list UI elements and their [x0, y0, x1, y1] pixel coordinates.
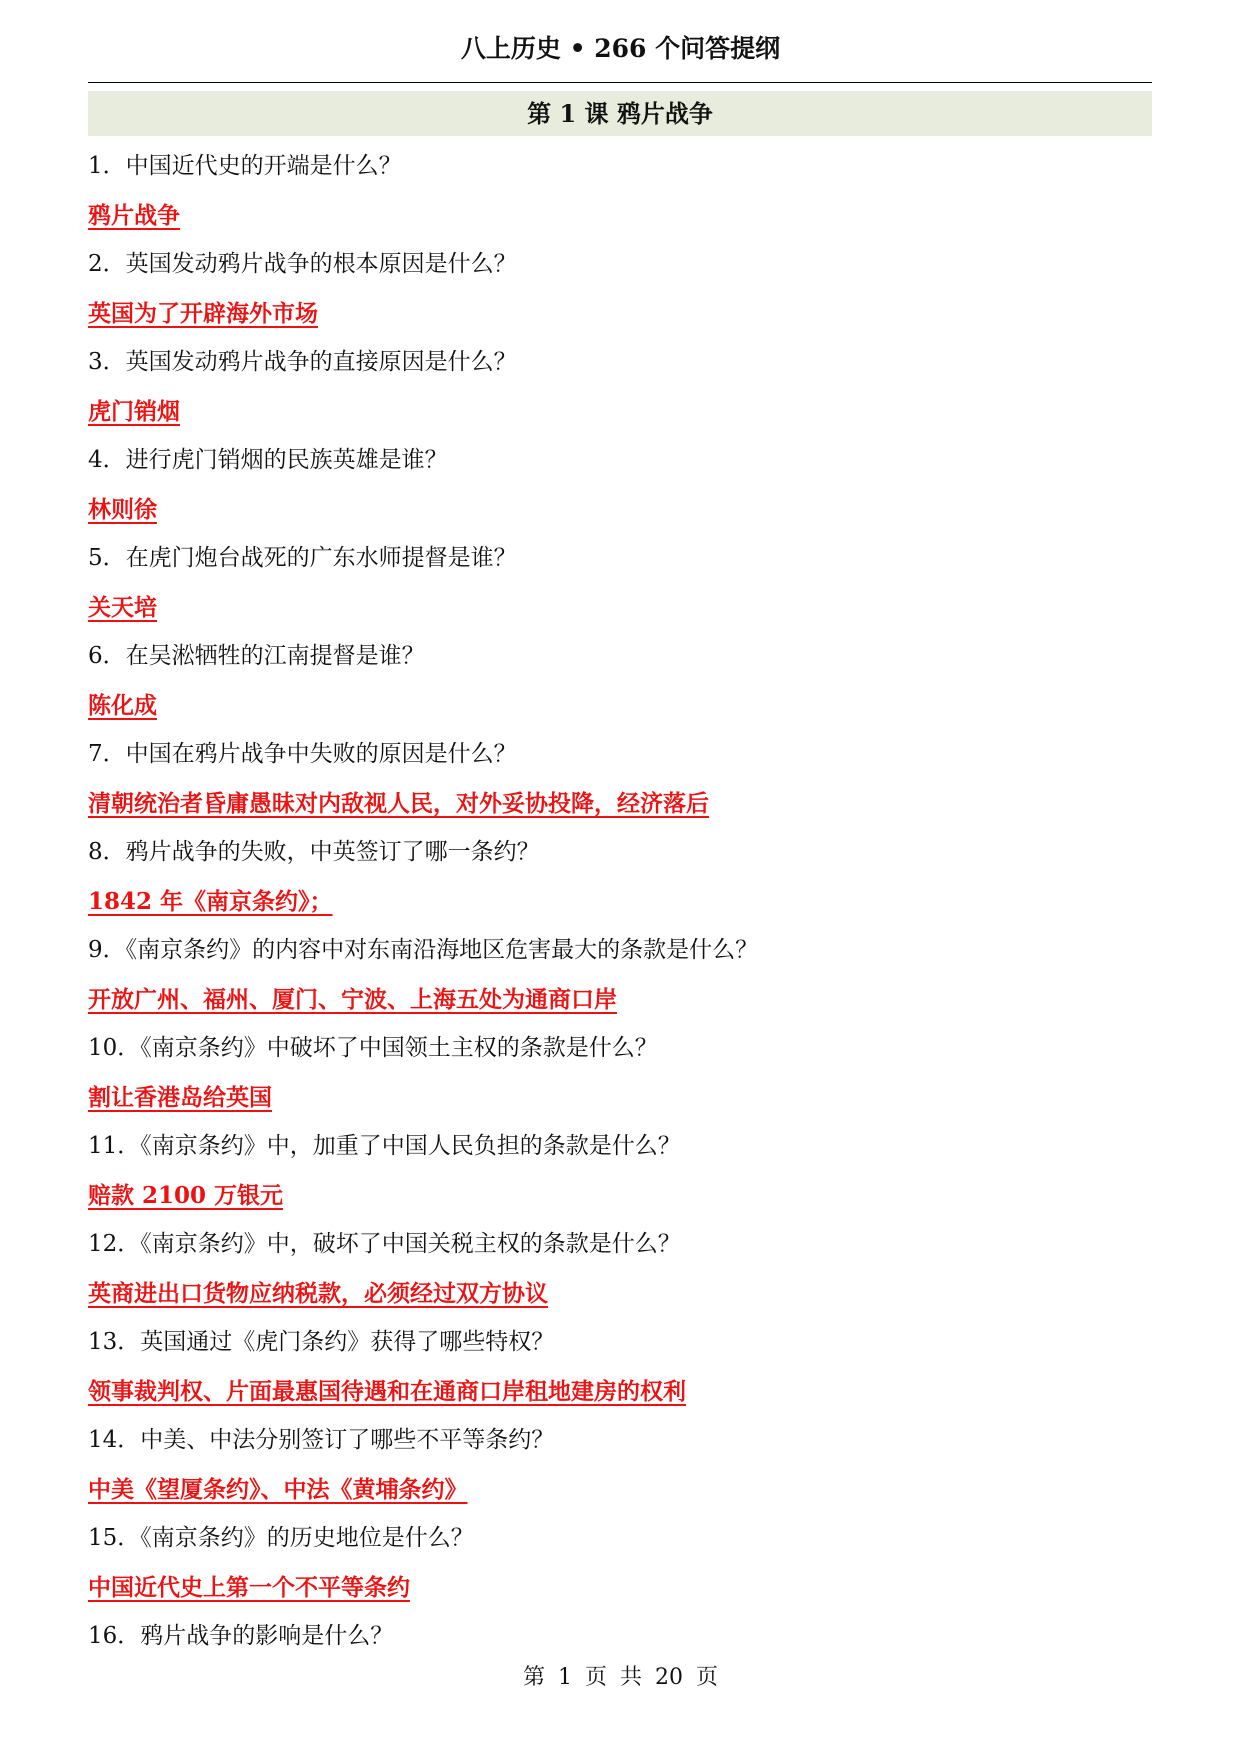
question: 1．中国近代史的开端是什么？	[88, 153, 402, 179]
question: 2．英国发动鸦片战争的根本原因是什么？	[88, 251, 517, 277]
qa-item	[88, 828, 1152, 926]
qa-item	[88, 338, 1152, 436]
answer-text: 虎门销烟	[88, 398, 180, 425]
answer	[88, 1073, 1152, 1122]
answer	[88, 975, 1152, 1024]
answer	[88, 681, 1152, 730]
page-number: 第 1 页 共 20 页	[523, 1665, 718, 1690]
qa-item	[88, 1514, 1152, 1612]
answer-text: 清朝统治者昏庸愚昧对内敌视人民，对外妥协投降，经济落后	[88, 790, 709, 817]
answer-text: 割让香港岛给英国	[88, 1084, 272, 1111]
answer-text: 中国近代史上第一个不平等条约	[88, 1574, 410, 1601]
answer	[88, 877, 1152, 926]
answer-text: 英商进出口货物应纳税款，必须经过双方协议	[88, 1280, 548, 1307]
answer-text: 林则徐	[88, 496, 157, 523]
question: 16．鸦片战争的影响是什么？	[88, 1623, 394, 1649]
answer	[88, 583, 1152, 632]
qa-item	[88, 436, 1152, 534]
question: 5．在虎门炮台战死的广东水师提督是谁？	[88, 545, 517, 571]
qa-item	[88, 632, 1152, 730]
answer	[88, 191, 1152, 240]
answer-text: 英国为了开辟海外市场	[88, 300, 318, 327]
qa-item	[88, 926, 1152, 1024]
answer-text: 陈化成	[88, 692, 157, 719]
answer	[88, 1465, 1152, 1514]
answer	[88, 1171, 1152, 1220]
answer	[88, 387, 1152, 436]
answer	[88, 1367, 1152, 1416]
question: 3．英国发动鸦片战争的直接原因是什么？	[88, 349, 517, 375]
qa-item	[88, 1122, 1152, 1220]
question: 12．《南京条约》中，破坏了中国关税主权的条款是什么？	[88, 1231, 681, 1257]
section-title: 第 1 课 鸦片战争	[88, 91, 1152, 136]
question: 10．《南京条约》中破坏了中国领土主权的条款是什么？	[88, 1035, 658, 1061]
qa-item	[88, 1024, 1152, 1122]
answer-text: 赔款 2100 万银元	[88, 1182, 284, 1209]
page-title: 八上历史 • 266 个问答提纲	[460, 34, 781, 63]
question: 6．在吴淞牺牲的江南提督是谁？	[88, 643, 425, 669]
answer	[88, 779, 1152, 828]
question: 4．进行虎门销烟的民族英雄是谁？	[88, 447, 448, 473]
qa-item	[88, 142, 1152, 240]
qa-item	[88, 1416, 1152, 1514]
qa-item	[88, 730, 1152, 828]
answer-text: 关天培	[88, 594, 157, 621]
answer	[88, 1269, 1152, 1318]
answer-text: 1842 年《南京条约》；	[88, 888, 333, 915]
question: 9．《南京条约》的内容中对东南沿海地区危害最大的条款是什么？	[88, 937, 759, 963]
answer	[88, 1563, 1152, 1612]
answer	[88, 485, 1152, 534]
answer-text: 开放广州、福州、厦门、宁波、上海五处为通商口岸	[88, 986, 617, 1013]
header-divider	[88, 82, 1152, 83]
answer-text: 鸦片战争	[88, 202, 180, 229]
answer-text: 领事裁判权、片面最惠国待遇和在通商口岸租地建房的权利	[88, 1378, 686, 1405]
question: 13．英国通过《虎门条约》获得了哪些特权？	[88, 1329, 555, 1355]
question: 8．鸦片战争的失败，中英签订了哪一条约？	[88, 839, 540, 865]
qa-list	[88, 142, 1152, 1661]
qa-item	[88, 1318, 1152, 1416]
answer	[88, 289, 1152, 338]
question: 15．《南京条约》的历史地位是什么？	[88, 1525, 474, 1551]
answer-text: 中美《望厦条约》、中法《黄埔条约》	[88, 1476, 468, 1503]
qa-item	[88, 1612, 1152, 1661]
qa-item	[88, 534, 1152, 632]
question: 11．《南京条约》中，加重了中国人民负担的条款是什么？	[88, 1133, 681, 1159]
qa-item	[88, 1220, 1152, 1318]
question: 7．中国在鸦片战争中失败的原因是什么？	[88, 741, 517, 767]
qa-item	[88, 240, 1152, 338]
question: 14．中美、中法分别签订了哪些不平等条约？	[88, 1427, 555, 1453]
